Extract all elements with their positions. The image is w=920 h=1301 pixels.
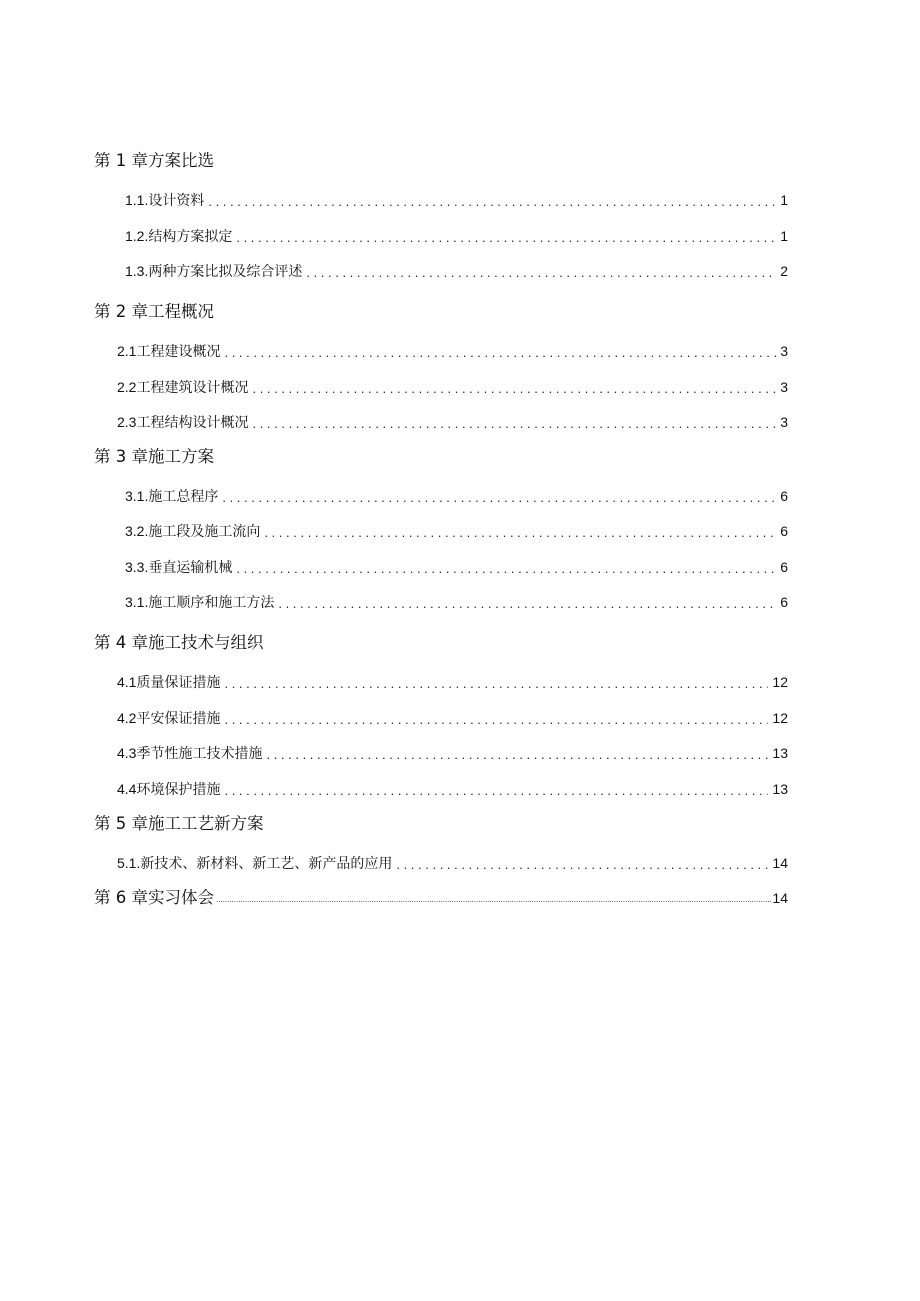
dot-leader xyxy=(252,412,776,436)
toc-entry-2-1[interactable] xyxy=(0,339,920,363)
entry-title: 施工段及施工流向 xyxy=(148,524,261,540)
entry-title: 施工总程序 xyxy=(148,489,219,505)
entry-page-number: 3 xyxy=(780,343,788,359)
entry-title: 施工顺序和施工方法 xyxy=(148,595,275,611)
entry-page-number: 12 xyxy=(772,710,788,726)
chapter-6-title: 第 6 章实习体会 xyxy=(94,888,214,907)
entry-page-number: 3 xyxy=(780,414,788,430)
entry-number: 2.3 xyxy=(117,414,137,430)
entry-number: 3.1. xyxy=(125,594,149,610)
entry-title: 工程结构设计概况 xyxy=(136,415,249,431)
entry-title: 结构方案拟定 xyxy=(148,229,233,245)
toc-entry-4-3[interactable] xyxy=(0,741,920,765)
dot-leader xyxy=(224,779,768,803)
entry-title: 质量保证措施 xyxy=(136,675,221,691)
entry-page-number: 6 xyxy=(780,523,788,539)
chapter-1-title[interactable]: 第 1 章方案比选 xyxy=(94,151,214,170)
entry-number: 2.1 xyxy=(117,343,137,359)
dot-leader xyxy=(224,708,768,732)
toc-entry-4-4[interactable] xyxy=(0,777,920,801)
dot-leader xyxy=(224,341,776,365)
entry-title: 平安保证措施 xyxy=(136,711,221,727)
toc-entry-4-2[interactable] xyxy=(0,706,920,730)
entry-page-number: 12 xyxy=(772,674,788,690)
chapter-4-title[interactable]: 第 4 章施工技术与组织 xyxy=(94,633,264,652)
toc-entry-1-1[interactable] xyxy=(0,188,920,212)
entry-number: 4.1 xyxy=(117,674,137,690)
chapter-1-heading-row xyxy=(0,149,920,173)
entry-page-number: 6 xyxy=(780,488,788,504)
toc-entry-1-2[interactable] xyxy=(0,224,920,248)
entry-page-number: 6 xyxy=(780,594,788,610)
entry-number: 2.2 xyxy=(117,379,137,395)
entry-number: 3.3. xyxy=(125,559,149,575)
entry-title: 工程建设概况 xyxy=(136,344,221,360)
chapter-2-title[interactable]: 第 2 章工程概况 xyxy=(94,302,214,321)
entry-number: 1.2. xyxy=(125,228,149,244)
toc-entry-3-4[interactable] xyxy=(0,590,920,614)
entry-page-number: 6 xyxy=(780,559,788,575)
dot-leader xyxy=(266,743,768,767)
dot-leader xyxy=(222,486,776,510)
entry-number: 4.4 xyxy=(117,781,137,797)
entry-page-number: 1 xyxy=(780,228,788,244)
entry-number: 1.1. xyxy=(125,192,149,208)
dot-leader xyxy=(224,672,768,696)
dot-leader xyxy=(278,592,776,616)
entry-title: 环境保护措施 xyxy=(136,782,221,798)
toc-entry-4-1[interactable] xyxy=(0,670,920,694)
entry-page-number: 1 xyxy=(780,192,788,208)
toc-entry-3-3[interactable] xyxy=(0,555,920,579)
chapter-5-title[interactable]: 第 5 章施工工艺新方案 xyxy=(94,814,264,833)
dot-leader xyxy=(264,521,776,545)
chapter-3-heading-row xyxy=(0,445,920,469)
toc-entry-2-3[interactable] xyxy=(0,410,920,434)
entry-page-number: 13 xyxy=(772,781,788,797)
entry-number: 3.2. xyxy=(125,523,149,539)
entry-number: 3.1. xyxy=(125,488,149,504)
toc-entry-5-1[interactable] xyxy=(0,851,920,875)
chapter-5-heading-row xyxy=(0,812,920,836)
toc-entry-1-3[interactable] xyxy=(0,259,920,283)
dot-leader xyxy=(236,557,776,581)
dot-leader xyxy=(216,888,771,912)
entry-number: 4.3 xyxy=(117,745,137,761)
entry-page-number: 3 xyxy=(780,379,788,395)
dot-leader xyxy=(236,226,776,250)
toc-entry-chapter-6[interactable] xyxy=(0,886,920,910)
entry-title: 新技术、新材料、新工艺、新产品的应用 xyxy=(140,856,393,872)
dot-leader xyxy=(396,853,768,877)
entry-title: 工程建筑设计概况 xyxy=(136,380,249,396)
entry-title: 两种方案比拟及综合评述 xyxy=(148,264,303,280)
dot-leader xyxy=(208,190,776,214)
entry-page-number: 2 xyxy=(780,263,788,279)
dot-leader xyxy=(252,377,776,401)
toc-entry-3-1[interactable] xyxy=(0,484,920,508)
chapter-2-heading-row xyxy=(0,300,920,324)
dot-leader xyxy=(306,261,776,285)
chapter-4-heading-row xyxy=(0,631,920,655)
entry-title: 设计资料 xyxy=(148,193,205,209)
entry-title: 季节性施工技术措施 xyxy=(136,746,263,762)
entry-page-number: 13 xyxy=(772,745,788,761)
entry-number: 1.3. xyxy=(125,263,149,279)
chapter-3-title[interactable]: 第 3 章施工方案 xyxy=(94,447,214,466)
entry-page-number: 14 xyxy=(772,890,788,906)
entry-title: 垂直运输机械 xyxy=(148,560,233,576)
entry-number: 4.2 xyxy=(117,710,137,726)
entry-page-number: 14 xyxy=(772,855,788,871)
toc-entry-3-2[interactable] xyxy=(0,519,920,543)
toc-entry-2-2[interactable] xyxy=(0,375,920,399)
entry-number: 5.1. xyxy=(117,855,141,871)
